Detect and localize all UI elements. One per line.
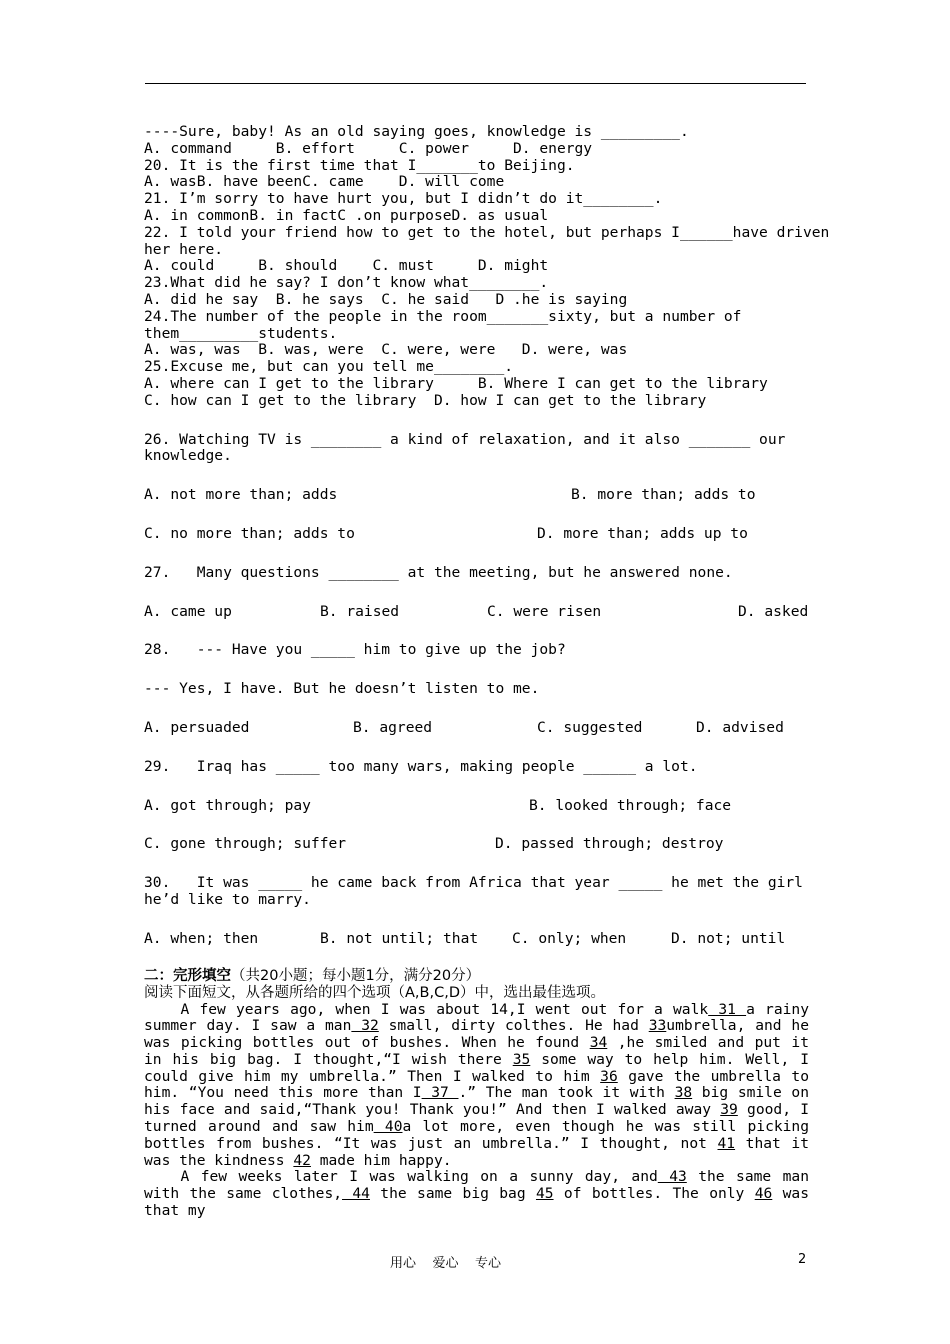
- question-line: A. in commonB. in factC .on purposeD. as usual: [144, 206, 549, 224]
- question-29-options-ab: [144, 798, 809, 815]
- section-2-heading: 二：完形填空: [144, 967, 231, 984]
- passage-text: a rainy summer day. I saw a man: [144, 1000, 809, 1035]
- cloze-blank: 33: [648, 1017, 667, 1035]
- passage-text: A few weeks later I was walking on a sunny day, and: [180, 1168, 658, 1186]
- passage-text: ,he smiled and put it in his big bag. I thought,“I wish there: [144, 1034, 810, 1068]
- passage-text: of bottles. The only: [553, 1185, 755, 1203]
- option-c: C. suggested: [537, 718, 643, 736]
- cloze-blank: 46: [754, 1185, 773, 1203]
- passage-paragraph-1: [144, 1002, 809, 1170]
- question-line: A. was, was B. was, were C. were, were D. were, was: [144, 341, 628, 359]
- question-line: A. could B. should C. must D. might: [144, 257, 549, 275]
- mcq-block: [144, 123, 830, 410]
- question-27-stem: 27. Many questions ________ at the meeting, but he answered none.: [144, 563, 733, 581]
- option-b: B. agreed: [353, 718, 433, 736]
- cloze-blank: 39: [720, 1101, 738, 1119]
- question-line: 25.Excuse me, but can you tell me________.: [144, 358, 514, 376]
- passage-text: that it was the kindness: [144, 1134, 809, 1169]
- question-line: her here.: [144, 240, 224, 258]
- question-line: them_________students.: [144, 324, 338, 342]
- question-line: C. how can I get to the library D. how I can get to the library: [144, 391, 707, 409]
- question-line: ----Sure, baby! As an old saying goes, knowledge is _________.: [144, 123, 689, 140]
- option-c: C. gone through; suffer: [144, 835, 347, 853]
- passage-text: big smile on his face and said,“Thank you! Thank you!” And then I walked away: [144, 1084, 809, 1119]
- question-line: A. where can I get to the library B. Where I can get to the library: [144, 374, 768, 392]
- question-line: A. command B. effort C. power D. energy: [144, 139, 593, 157]
- question-line: A. wasB. have beenC. came D. will come: [144, 173, 505, 191]
- passage-paragraph-2: [144, 1169, 809, 1219]
- cloze-blank: 36: [600, 1067, 618, 1085]
- passage-text: .” The man took it with: [458, 1084, 675, 1102]
- footer-motto: 用心 爱心 专心: [390, 1256, 502, 1271]
- question-line: 23.What did he say? I don’t know what________.: [144, 274, 549, 292]
- question-30-options: [144, 931, 809, 948]
- question-26-options-ab: [144, 487, 809, 504]
- passage-text: good, I turned around and saw him: [144, 1101, 809, 1136]
- section-2-instruction: 阅读下面短文，从各题所给的四个选项（A,B,C,D）中，选出最佳选项。: [144, 984, 605, 1001]
- option-c: C. were risen: [487, 602, 602, 620]
- cloze-blank: 41: [717, 1134, 736, 1152]
- passage-text: small, dirty colthes. He had: [378, 1017, 649, 1035]
- option-b: B. looked through; face: [529, 796, 732, 814]
- cloze-blank: 35: [512, 1050, 531, 1068]
- cloze-blank: 45: [535, 1185, 554, 1203]
- passage-text: the same man with the same clothes,: [144, 1168, 809, 1203]
- cloze-blank: 43: [657, 1168, 687, 1186]
- option-b: B. raised: [320, 602, 400, 620]
- question-30-stem: 30. It was _____ he came back from Africa that year _____ he met the girl he’d like to marry.: [144, 874, 812, 908]
- cloze-blank: 31: [708, 1000, 747, 1018]
- cloze-blank: 40: [373, 1118, 403, 1136]
- question-28-reply: --- Yes, I have. But he doesn’t listen to me.: [144, 680, 540, 698]
- question-line: 20. It is the first time that I_______to Beijing.: [144, 156, 575, 174]
- question-line: 21. I’m sorry to have hurt you, but I didn’t do it________.: [144, 190, 663, 208]
- option-b: B. not until; that: [320, 929, 479, 947]
- question-26-stem: 26. Watching TV is ________ a kind of relaxation, and it also _______ our knowledge.: [144, 430, 795, 465]
- question-29-options-cd: [144, 836, 809, 853]
- cloze-blank: 44: [342, 1185, 370, 1203]
- option-a: A. when; then: [144, 929, 259, 947]
- question-26-options-cd: [144, 526, 809, 543]
- option-b: B. more than; adds to: [571, 486, 756, 504]
- section-2-scoring: （共20小题；每小题1分，满分20分）: [231, 967, 481, 984]
- option-c: C. no more than; adds to: [144, 524, 355, 542]
- cloze-blank: 42: [293, 1151, 311, 1169]
- passage-text: a lot more, even though he was still picking bottles from bushes. “It was just an umbrella.” I thought, not: [144, 1118, 810, 1152]
- option-c: C. only; when: [512, 929, 627, 947]
- option-a: A. got through; pay: [144, 796, 311, 814]
- question-28-stem: 28. --- Have you _____ him to give up the job?: [144, 641, 566, 659]
- passage-text: was that my: [144, 1185, 809, 1220]
- passage-text: made him happy.: [310, 1151, 452, 1169]
- page-content: [144, 123, 830, 1220]
- passage-text: the same big bag: [369, 1185, 536, 1203]
- passage-text: some way to help him. Well, I could give him my umbrella.” Then I walked to him: [144, 1050, 809, 1085]
- header-rule: [145, 83, 806, 84]
- option-d: D. asked: [738, 602, 809, 620]
- option-a: A. came up: [144, 602, 232, 620]
- question-line: 22. I told your friend how to get to the hotel, but perhaps I______have driven: [144, 223, 830, 241]
- option-a: A. persuaded: [144, 718, 250, 736]
- cloze-blank: 34: [589, 1034, 608, 1052]
- passage-text: umbrella, and he was picking bottles out of bushes. When he found: [144, 1017, 809, 1052]
- cloze-passage: [144, 1002, 809, 1220]
- option-d: D. passed through; destroy: [495, 835, 724, 853]
- option-d: D. more than; adds up to: [537, 524, 748, 542]
- question-28-options: [144, 720, 809, 737]
- page-number: 2: [798, 1252, 807, 1267]
- cloze-blank: 37: [421, 1084, 459, 1102]
- question-29-stem: 29. Iraq has _____ too many wars, making people ______ a lot.: [144, 757, 698, 775]
- page-footer: [0, 1252, 950, 1272]
- cloze-blank: 32: [351, 1017, 379, 1035]
- cloze-blank: 38: [674, 1084, 693, 1102]
- passage-text: gave the umbrella to him. “You need this more than I: [144, 1067, 810, 1102]
- passage-text: A few years ago, when I was about 14,I went out for a walk: [180, 1000, 709, 1018]
- section-2-title: [144, 968, 809, 985]
- option-d: D. not; until: [671, 929, 786, 947]
- question-line: 24.The number of the people in the room_______sixty, but a number of: [144, 307, 742, 325]
- option-d: D. advised: [696, 718, 784, 736]
- option-a: A. not more than; adds: [144, 486, 338, 504]
- question-line: A. did he say B. he says C. he said D .he is saying: [144, 290, 628, 308]
- question-27-options: [144, 604, 809, 621]
